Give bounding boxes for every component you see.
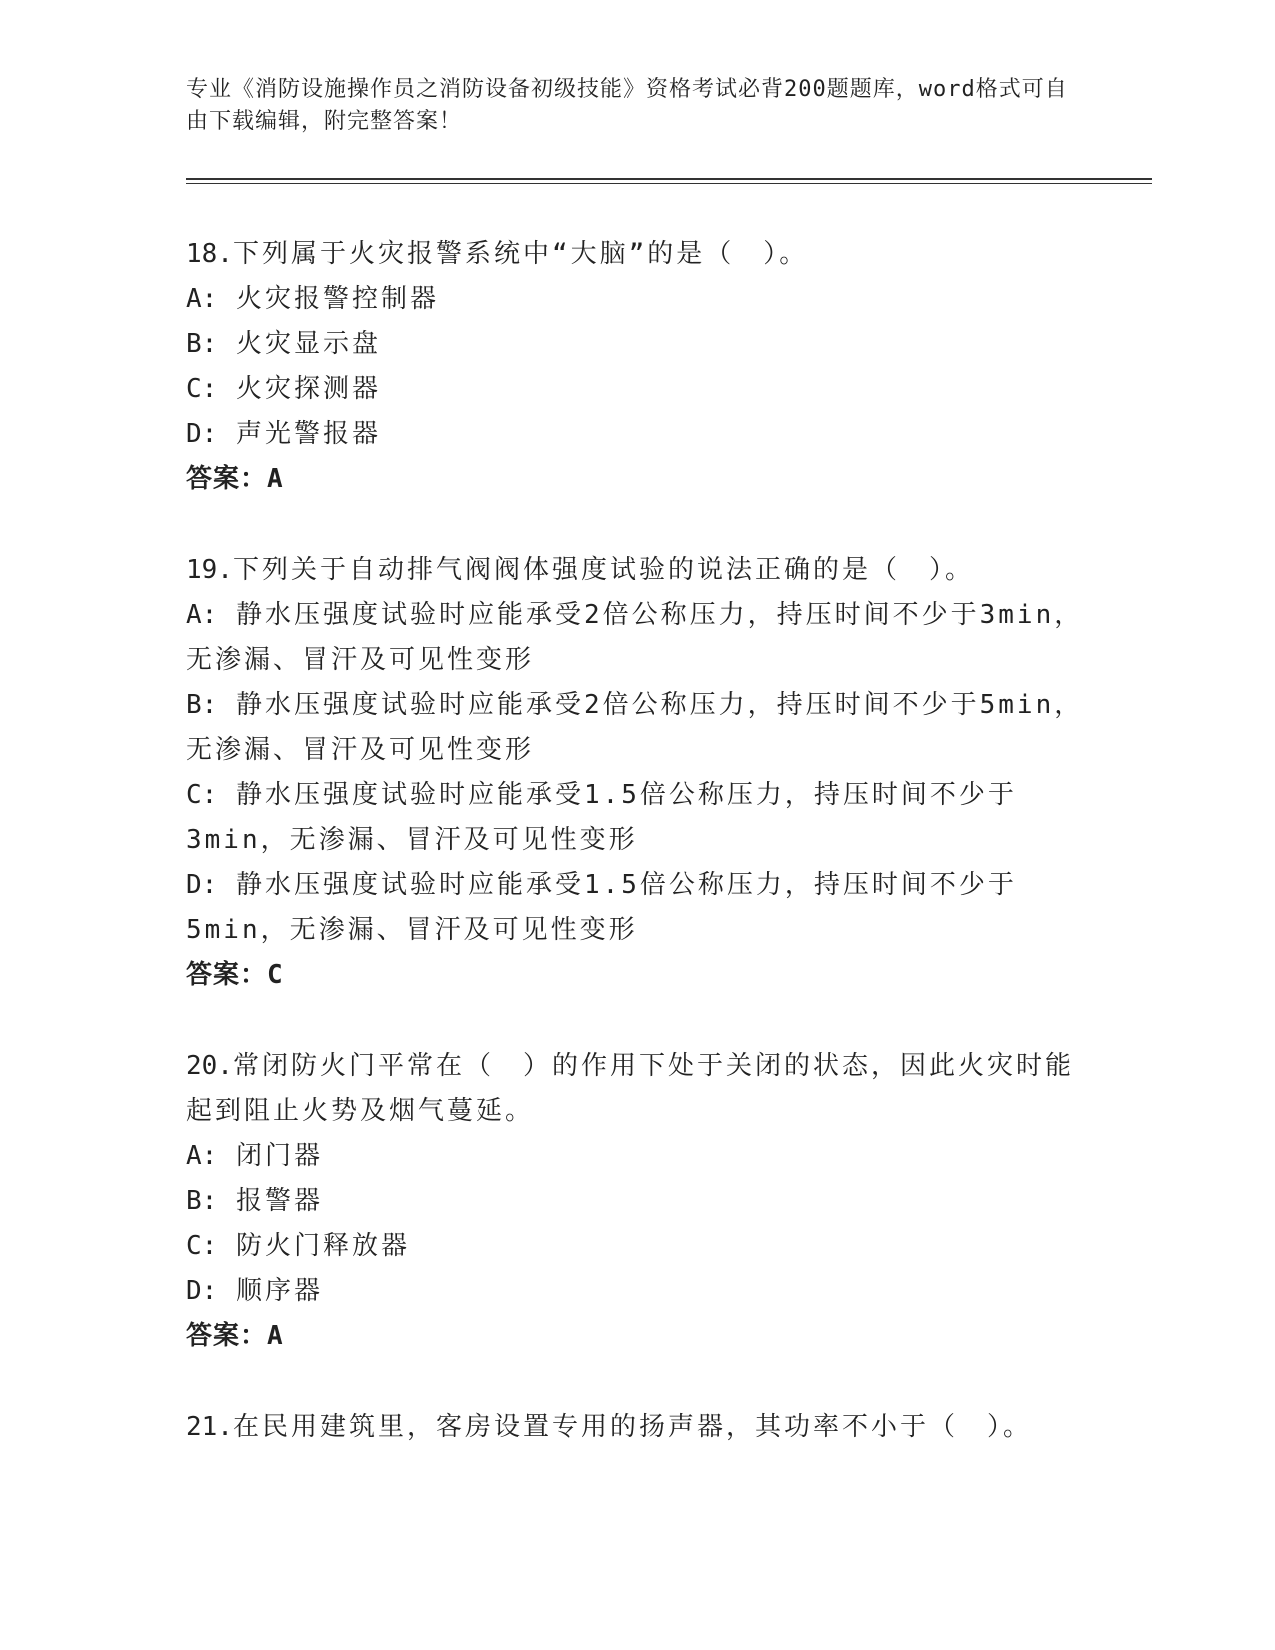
question-18 [186,232,1086,502]
option-prefix: B: [186,1186,218,1216]
option-text: 静水压强度试验时应能承受1.5倍公称压力，持压时间不少于3min，无渗漏、冒汗及可见性变形 [186,780,1017,855]
option-d [186,1269,1086,1314]
option-text: 静水压强度试验时应能承受2倍公称压力，持压时间不少于5min，无渗漏、冒汗及可见性变形 [186,690,1084,765]
question-number: 21. [186,1412,233,1442]
option-text: 防火门释放器 [235,1231,410,1261]
option-text: 火灾报警控制器 [235,284,439,314]
option-d [186,412,1086,457]
question-number: 18. [186,239,233,269]
option-prefix: C: [186,780,218,810]
question-text: 常闭防火门平常在（ ）的作用下处于关闭的状态，因此火灾时能起到阻止火势及烟气蔓延。 [186,1051,1074,1126]
option-prefix: A: [186,1141,218,1171]
question-text: 下列关于自动排气阀阀体强度试验的说法正确的是（ ）。 [232,555,974,585]
option-c [186,367,1086,412]
question-19 [186,548,1086,998]
question-stem [186,1405,1086,1450]
option-text: 顺序器 [235,1276,323,1306]
option-b [186,322,1086,367]
option-text: 火灾探测器 [235,374,381,404]
question-text: 在民用建筑里，客房设置专用的扬声器，其功率不小于（ ）。 [232,1412,1032,1442]
option-text: 静水压强度试验时应能承受2倍公称压力，持压时间不少于3min，无渗漏、冒汗及可见性变形 [186,600,1084,675]
option-prefix: A: [186,600,218,630]
option-prefix: D: [186,1276,218,1306]
question-number: 20. [186,1051,233,1081]
option-c [186,1224,1086,1269]
option-text: 火灾显示盘 [235,329,381,359]
option-text: 静水压强度试验时应能承受1.5倍公称压力，持压时间不少于5min，无渗漏、冒汗及可见性变形 [186,870,1017,945]
question-21 [186,1405,1086,1450]
header-divider [186,178,1152,184]
option-prefix: C: [186,1231,218,1261]
question-number: 19. [186,555,233,585]
option-text: 闭门器 [235,1141,323,1171]
option-prefix: C: [186,374,218,404]
option-a [186,277,1086,322]
option-text: 声光警报器 [235,419,381,449]
option-d [186,863,1086,953]
option-prefix: A: [186,284,218,314]
question-20 [186,1044,1086,1359]
question-stem [186,548,1086,593]
option-text: 报警器 [235,1186,323,1216]
option-prefix: D: [186,870,218,900]
question-stem [186,232,1086,277]
option-prefix: D: [186,419,218,449]
option-prefix: B: [186,690,218,720]
option-a [186,1134,1086,1179]
question-text: 下列属于火灾报警系统中“大脑”的是（ ）。 [232,239,809,269]
option-b [186,683,1086,773]
option-a [186,593,1086,683]
option-b [186,1179,1086,1224]
option-c [186,773,1086,863]
question-stem [186,1044,1086,1134]
answer-line: 答案：A [186,464,284,494]
answer-line: 答案：C [186,960,284,990]
document-header: 专业《消防设施操作员之消防设备初级技能》资格考试必背200题题库，word格式可自由下载编辑，附完整答案！ [186,77,1068,134]
answer-line: 答案：A [186,1321,284,1351]
question-list [186,232,1086,1496]
option-prefix: B: [186,329,218,359]
